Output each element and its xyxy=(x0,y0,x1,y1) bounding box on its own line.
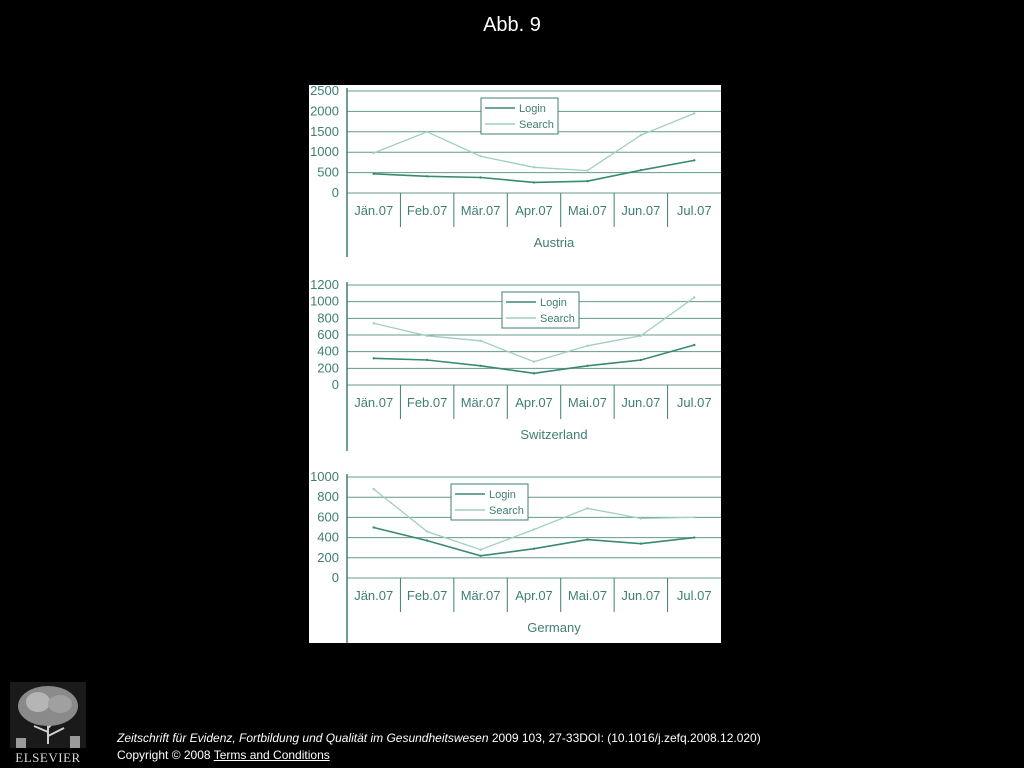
x-tick-label: Jän.07 xyxy=(354,588,394,603)
series-line-login xyxy=(374,528,695,556)
series-line-login xyxy=(374,345,695,373)
y-tick-label: 0 xyxy=(331,185,339,200)
y-tick-label: 500 xyxy=(317,164,339,180)
y-tick-label: 400 xyxy=(317,529,339,545)
data-point-login xyxy=(693,159,695,161)
y-tick-label: 200 xyxy=(317,360,339,376)
data-point-search xyxy=(479,340,481,342)
data-point-search xyxy=(479,155,481,157)
tree-logo-icon xyxy=(8,680,88,750)
data-point-login xyxy=(373,173,375,175)
x-tick-label: Jun.07 xyxy=(621,203,661,218)
data-point-search xyxy=(640,517,642,519)
y-tick-label: 2500 xyxy=(310,85,339,98)
x-tick-label: Mai.07 xyxy=(567,395,607,410)
legend-label-login: Login xyxy=(489,489,516,501)
logo-text: ELSEVIER xyxy=(15,750,81,765)
data-point-login xyxy=(586,538,588,540)
data-point-search xyxy=(693,296,695,298)
y-tick-label: 1000 xyxy=(310,144,339,160)
y-tick-label: 800 xyxy=(317,310,339,326)
y-tick-label: 1500 xyxy=(310,123,339,139)
data-point-search xyxy=(373,488,375,490)
x-tick-label: Mär.07 xyxy=(460,588,501,603)
x-tick-label: Apr.07 xyxy=(515,588,553,603)
x-tick-label: Mär.07 xyxy=(460,203,501,218)
data-point-login xyxy=(426,175,428,177)
x-tick-label: Jul.07 xyxy=(676,395,712,410)
y-tick-label: 1200 xyxy=(310,277,339,292)
series-line-login xyxy=(374,160,695,182)
y-tick-label: 1000 xyxy=(310,469,339,484)
data-point-login xyxy=(693,536,695,538)
data-point-search xyxy=(693,516,695,518)
y-tick-label: 200 xyxy=(317,549,339,565)
copyright-text: Copyright © 2008 xyxy=(117,748,214,762)
y-tick-label: 1000 xyxy=(310,293,339,309)
x-tick-label: Jul.07 xyxy=(676,203,712,218)
data-point-login xyxy=(640,542,642,544)
x-tick-label: Feb.07 xyxy=(406,395,448,410)
y-tick-label: 600 xyxy=(317,327,339,342)
citation-text xyxy=(117,731,1017,745)
data-point-search xyxy=(533,528,535,530)
terms-and-conditions-link[interactable]: Terms and Conditions xyxy=(213,748,330,762)
y-tick-label: 800 xyxy=(317,489,339,505)
chart-title: Austria xyxy=(533,235,575,250)
figure-svg xyxy=(309,85,721,643)
x-tick-label: Feb.07 xyxy=(406,588,448,603)
data-point-login xyxy=(373,526,375,528)
data-point-login xyxy=(479,555,481,557)
legend-label-search: Search xyxy=(540,313,575,325)
x-tick-label: Apr.07 xyxy=(515,395,553,410)
data-point-search xyxy=(533,360,535,362)
legend-label-login: Login xyxy=(540,297,567,309)
series-line-search xyxy=(374,489,695,550)
data-point-search xyxy=(533,166,535,168)
y-tick-label: 600 xyxy=(317,509,339,525)
figure-panel xyxy=(309,85,721,643)
data-point-login xyxy=(479,176,481,178)
x-tick-label: Mai.07 xyxy=(567,203,607,218)
data-point-search xyxy=(586,345,588,347)
elsevier-logo xyxy=(8,680,88,766)
citation-details: 2009 103, 27-33DOI: (10.1016/j.zefq.2008.12.020) xyxy=(488,731,761,745)
y-tick-label: 2000 xyxy=(310,103,339,119)
y-tick-label: 400 xyxy=(317,343,339,359)
copyright-line xyxy=(117,748,1017,762)
journal-name: Zeitschrift für Evidenz, Fortbildung und Qualität im Gesundheitswesen xyxy=(117,731,489,745)
x-tick-label: Apr.07 xyxy=(515,203,553,218)
data-point-login xyxy=(533,181,535,183)
chart-title: Switzerland xyxy=(520,427,588,442)
x-tick-label: Mär.07 xyxy=(460,395,501,410)
legend-label-search: Search xyxy=(489,505,524,517)
data-point-search xyxy=(479,549,481,551)
data-point-search xyxy=(693,112,695,114)
data-point-search xyxy=(373,152,375,154)
legend-label-search: Search xyxy=(519,119,554,131)
data-point-login xyxy=(640,359,642,361)
data-point-search xyxy=(426,335,428,337)
data-point-login xyxy=(586,365,588,367)
data-point-login xyxy=(533,372,535,374)
data-point-search xyxy=(640,134,642,136)
data-point-search xyxy=(586,169,588,171)
data-point-login xyxy=(426,539,428,541)
chart-title: Germany xyxy=(527,620,581,635)
data-point-login xyxy=(693,344,695,346)
data-point-login xyxy=(533,548,535,550)
x-tick-label: Jun.07 xyxy=(621,395,661,410)
x-tick-label: Jän.07 xyxy=(354,203,394,218)
x-tick-label: Jän.07 xyxy=(354,395,394,410)
y-tick-label: 0 xyxy=(331,570,339,585)
data-point-search xyxy=(426,530,428,532)
x-tick-label: Jul.07 xyxy=(676,588,712,603)
legend-label-login: Login xyxy=(519,103,546,115)
slide-title: Abb. 9 xyxy=(483,14,541,36)
data-point-search xyxy=(373,322,375,324)
x-tick-label: Mai.07 xyxy=(567,588,607,603)
data-point-search xyxy=(640,335,642,337)
data-point-login xyxy=(373,357,375,359)
data-point-login xyxy=(479,365,481,367)
data-point-login xyxy=(426,359,428,361)
data-point-search xyxy=(586,507,588,509)
data-point-login xyxy=(640,169,642,171)
x-tick-label: Jun.07 xyxy=(621,588,661,603)
x-tick-label: Feb.07 xyxy=(406,203,448,218)
y-tick-label: 0 xyxy=(331,377,339,392)
data-point-search xyxy=(426,131,428,133)
data-point-login xyxy=(586,180,588,182)
